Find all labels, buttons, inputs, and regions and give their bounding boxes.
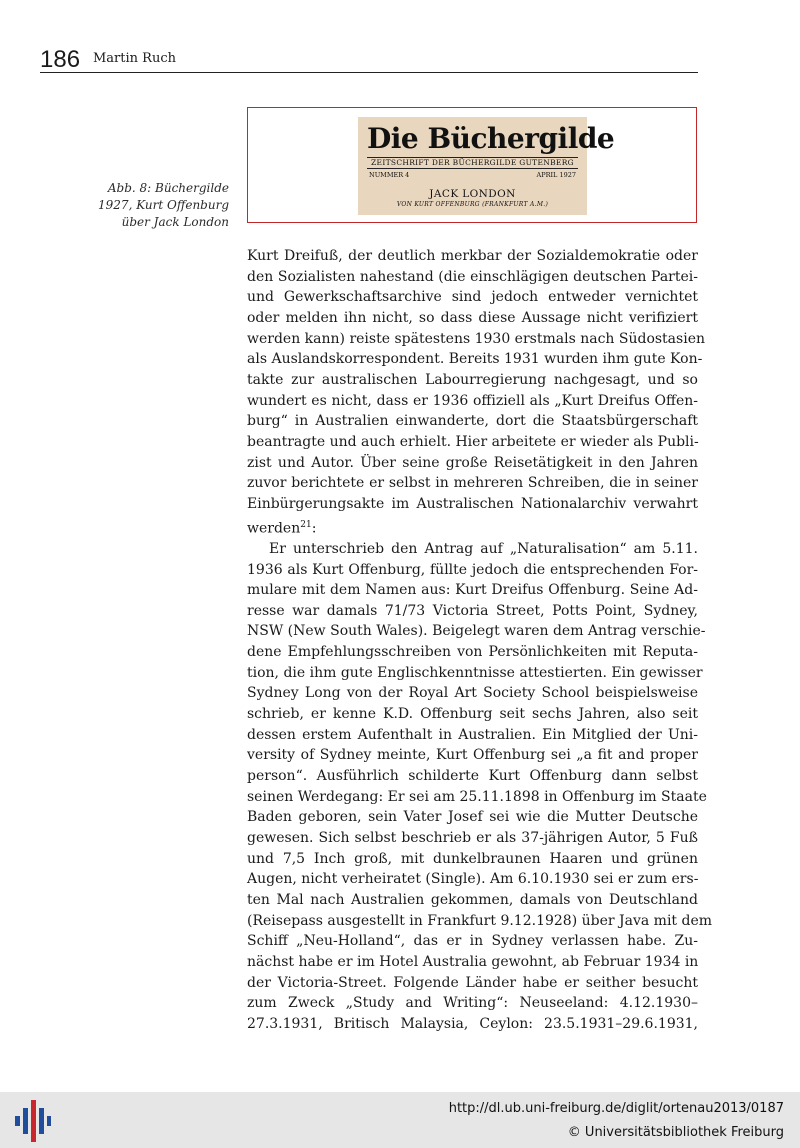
- body-text: [247, 246, 713, 1035]
- clipping-headline: JACK LONDON: [429, 188, 516, 200]
- running-head: Martin Ruch: [93, 51, 176, 66]
- logo-bar: [23, 1108, 28, 1134]
- text-line: 27.3.1931, Britisch Malaysia, Ceylon: 23.5.1931–29.6.1931,: [247, 1015, 698, 1032]
- paragraph-end-colon: :: [311, 520, 317, 537]
- text-line: burg“ in Australien einwanderte, dort die Staatsbürgerschaft: [247, 413, 698, 430]
- text-line: tion, die ihm gute Englischkenntnisse attestierten. Ein gewisser: [247, 664, 703, 681]
- text-line: dessen erstem Aufenthalt in Australien. Ein Mitglied der Uni-: [247, 726, 698, 743]
- clipping-subtitle: ZEITSCHRIFT DER BÜCHERGILDE GUTENBERG: [367, 157, 578, 169]
- text-line: Augen, nicht verheiratet (Single). Am 6.10.1930 sei er zum ers-: [247, 871, 699, 888]
- text-line: Einbürgerungsakte im Australischen Nationalarchiv verwahrt: [247, 495, 698, 512]
- clipping-issue-date: APRIL 1927: [536, 171, 576, 179]
- text-line: Er unterschrieb den Antrag auf „Naturalisation“ am 5.11.: [269, 540, 698, 557]
- text-line: nächst habe er im Hotel Australia gewohnt, ab Februar 1934 in: [247, 953, 699, 970]
- text-line: resse war damals 71/73 Victoria Street, Potts Point, Sydney,: [247, 602, 698, 619]
- text-line: werden kann) reiste spätestens 1930 erstmals nach Südostasien: [247, 330, 705, 347]
- text-line: zuvor berichtete er selbst in mehreren Schreiben, die in seiner: [247, 475, 698, 492]
- text-line: NSW (New South Wales). Beigelegt waren dem Antrag verschie-: [247, 623, 706, 640]
- text-line: 1936 als Kurt Offenburg, füllte jedoch die entsprechenden For-: [247, 561, 698, 578]
- text-line: und Gewerkschaftsarchive sind jedoch entweder vernichtet: [247, 289, 698, 306]
- logo-bar: [15, 1116, 20, 1126]
- text-line: versity of Sydney meinte, Kurt Offenburg sei „a fit and proper: [247, 747, 698, 764]
- paragraph-end: werden: [247, 520, 301, 537]
- figure-frame: [247, 107, 697, 223]
- clipping-byline: VON KURT OFFENBURG (FRANKFURT A.M.): [396, 201, 549, 208]
- text-line: takte zur australischen Labourregierung nachgesagt, und so: [247, 371, 698, 388]
- text-line: ten Mal nach Australien gekommen, damals von Deutschland: [247, 892, 698, 908]
- text-line: [247, 515, 698, 539]
- viewer-footer: [0, 1092, 800, 1148]
- text-line: seinen Werdegang: Er sei am 25.11.1898 in Offenburg im Staate: [247, 788, 707, 805]
- permalink-link[interactable]: http://dl.ub.uni-freiburg.de/diglit/ortenau2013/0187: [448, 1101, 784, 1116]
- logo-bar: [39, 1108, 44, 1134]
- caption-line: über Jack London: [121, 215, 229, 229]
- text-line: als Auslandskorrespondent. Bereits 1931 wurden ihm gute Kon-: [247, 351, 703, 368]
- text-line: beantragte und auch erhielt. Hier arbeitete er wieder als Publi-: [247, 433, 699, 450]
- text-line: Sydney Long von der Royal Art Society School beispielsweise: [247, 685, 698, 702]
- page-number: 186: [40, 46, 81, 73]
- text-line: Kurt Dreifuß, der deutlich merkbar der Sozialdemokratie oder: [247, 248, 698, 264]
- text-line: dene Empfehlungsschreiben von Persönlichkeiten mit Reputa-: [247, 644, 698, 661]
- text-line: person“. Ausführlich schilderte Kurt Offenburg dann selbst: [247, 768, 698, 785]
- text-line: oder melden ihn nicht, so dass diese Aussage nicht verifiziert: [247, 309, 698, 326]
- text-line: (Reisepass ausgestellt in Frankfurt 9.12.1928) über Java mit dem: [247, 912, 713, 929]
- text-line: und 7,5 Inch groß, mit dunkelbraunen Haaren und grünen: [247, 850, 698, 867]
- caption-line: 1927, Kurt Offenburg: [98, 198, 229, 212]
- text-line: zum Zweck „Study and Writing“: Neuseeland: 4.12.1930–: [247, 995, 698, 1012]
- logo-bar: [31, 1100, 36, 1142]
- logo-bar: [47, 1116, 51, 1126]
- caption-line: Abb. 8: Büchergilde: [107, 181, 229, 195]
- text-line: wundert es nicht, dass er 1936 offiziell als „Kurt Dreifus Offen-: [247, 392, 698, 409]
- text-line: Baden geboren, sein Vater Josef sei wie die Mutter Deutsche: [247, 809, 698, 826]
- text-line: gewesen. Sich selbst beschrieb er als 37-jährigen Autor, 5 Fuß: [247, 830, 698, 847]
- text-line: zist und Autor. Über seine große Reisetätigkeit in den Jahren: [247, 454, 698, 471]
- text-line: schrieb, er kenne K.D. Offenburg seit sechs Jahren, also seit: [247, 706, 698, 723]
- page-header: [40, 48, 698, 73]
- footnote-ref[interactable]: 21: [300, 519, 312, 530]
- ub-freiburg-logo-icon: [12, 1098, 52, 1144]
- clipping-issue-number: NUMMER 4: [369, 171, 410, 179]
- text-line: Schiff „Neu-Holland“, das er in Sydney verlassen habe. Zu-: [247, 933, 698, 950]
- text-line: der Victoria-Street. Folgende Länder habe er seither besucht: [247, 974, 698, 991]
- copyright-text: © Universitätsbibliothek Freiburg: [567, 1125, 784, 1140]
- figure-caption: [86, 180, 229, 231]
- clipping-issue-row: [367, 169, 578, 180]
- text-line: mulare mit dem Namen aus: Kurt Dreifus Offenburg. Seine Ad-: [247, 582, 698, 599]
- clipping-masthead: Die Büchergilde: [367, 122, 615, 155]
- text-line: den Sozialisten nahestand (die einschlägigen deutschen Partei-: [247, 268, 698, 285]
- magazine-clipping: [358, 117, 615, 215]
